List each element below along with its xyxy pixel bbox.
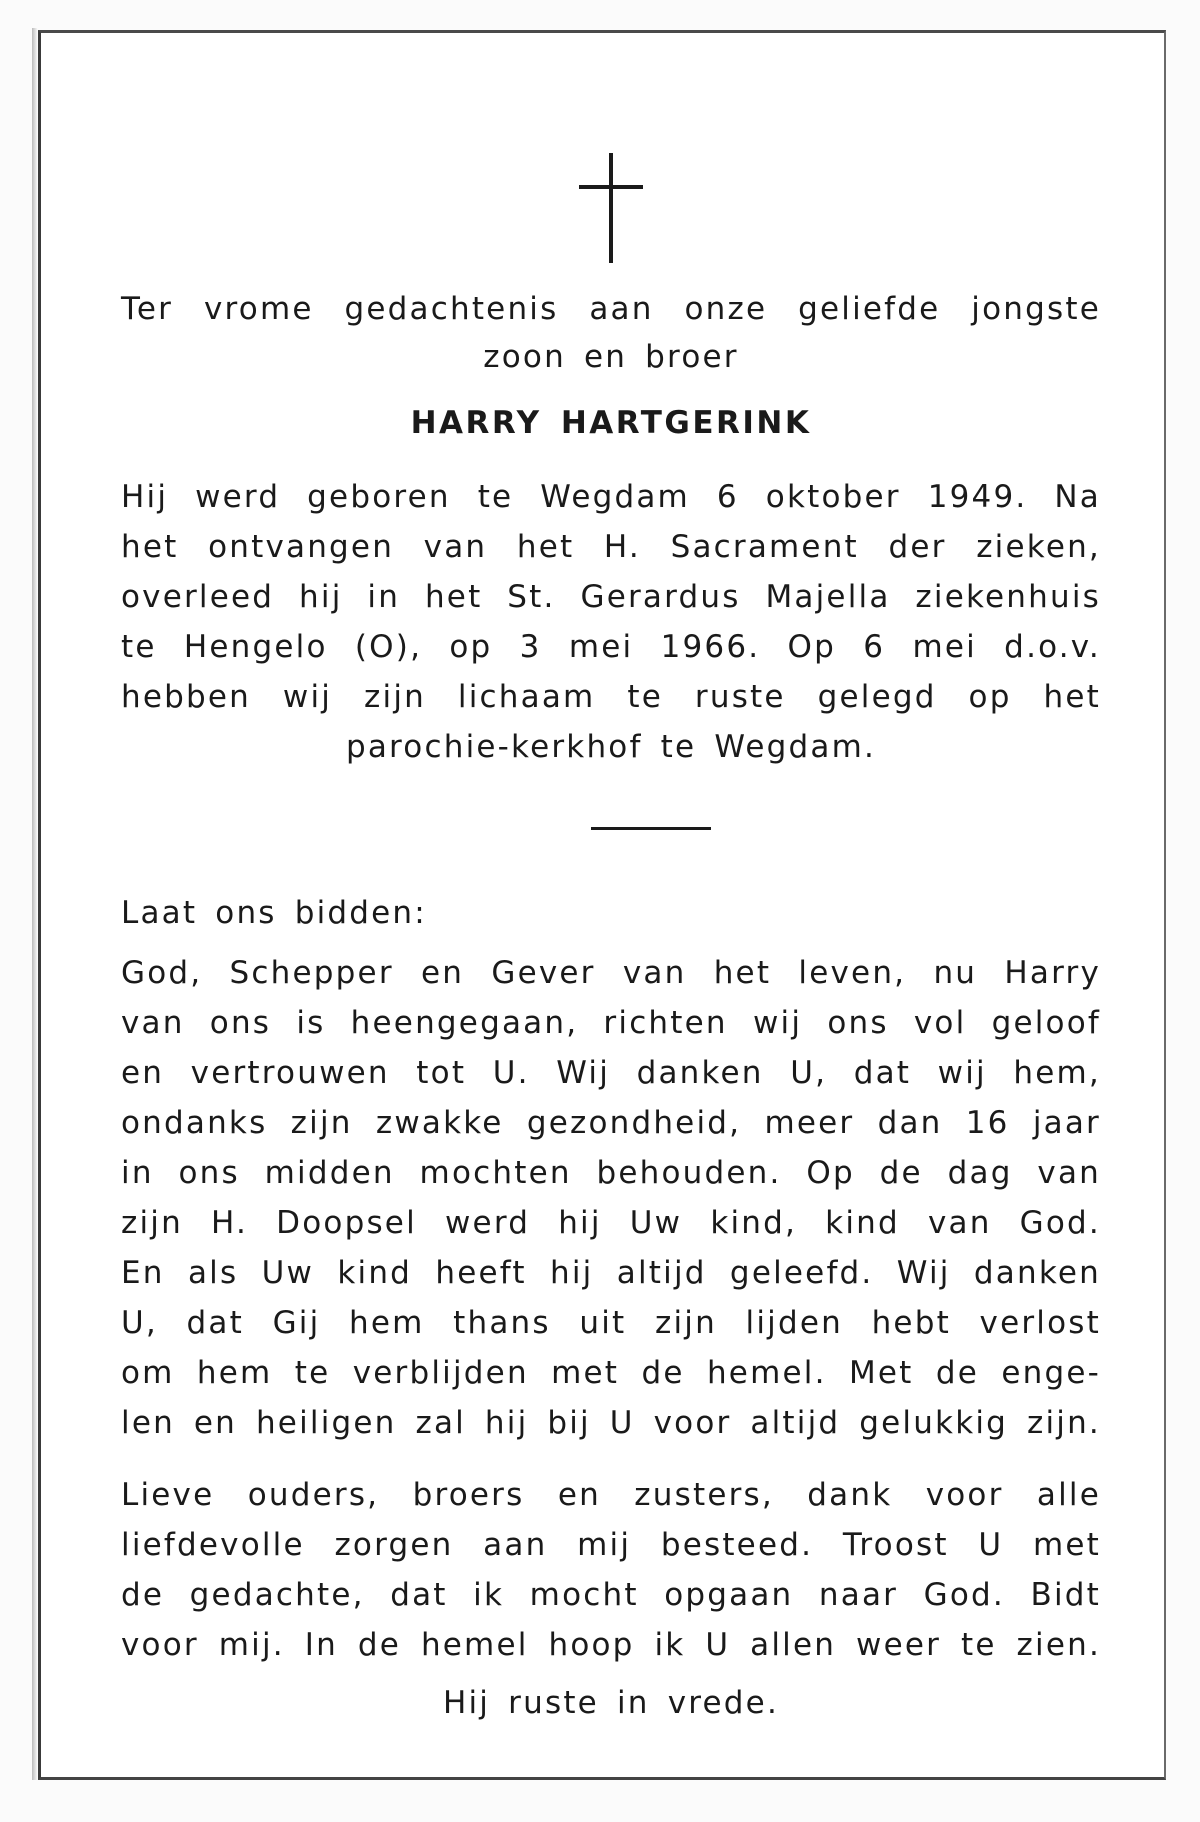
farewell-line-4: voor mij. In de hemel hoop ik U allen weer te zien. <box>121 1627 1101 1663</box>
deceased-name: HARRY HARTGERINK <box>410 405 812 441</box>
prayer-line-3: en vertrouwen tot U. Wij danken U, dat wij hem, <box>121 1055 1101 1091</box>
prayer-line-7: En als Uw kind heeft hij altijd geleefd. Wij danken <box>121 1255 1101 1291</box>
intro-line-1: Ter vrome gedachtenis aan onze geliefde jongste <box>121 291 1101 327</box>
biography-line-4: te Hengelo (O), op 3 mei 1966. Op 6 mei d.o.v. <box>121 629 1101 665</box>
prayer-line-6: zijn H. Doopsel werd hij Uw kind, kind van God. <box>121 1205 1101 1241</box>
farewell-line-1: Lieve ouders, broers en zusters, dank voor alle <box>121 1477 1101 1513</box>
biography-line-6: parochie-kerkhof te Wegdam. <box>345 729 877 765</box>
prayer-line-9: om hem te verblijden met de hemel. Met de enge- <box>121 1355 1101 1391</box>
memorial-card <box>38 30 1166 1780</box>
prayer-line-4: ondanks zijn zwakke gezondheid, meer dan 16 jaar <box>121 1105 1101 1141</box>
biography-line-3: overleed hij in het St. Gerardus Majella ziekenhuis <box>121 579 1101 615</box>
biography-line-5: hebben wij zijn lichaam te ruste gelegd op het <box>121 679 1101 715</box>
divider-rule <box>591 827 711 830</box>
prayer-line-1: God, Schepper en Gever van het leven, nu Harry <box>121 955 1101 991</box>
prayer-heading: Laat ons bidden: <box>121 895 427 931</box>
farewell-line-2: liefdevolle zorgen aan mij besteed. Troost U met <box>121 1527 1101 1563</box>
prayer-line-10: len en heiligen zal hij bij U voor altijd gelukkig zijn. <box>121 1405 1101 1441</box>
biography-line-2: het ontvangen van het H. Sacrament der zieken, <box>121 529 1101 565</box>
cross-icon <box>121 153 1101 263</box>
biography-line-1: Hij werd geboren te Wegdam 6 oktober 1949. Na <box>121 479 1101 515</box>
prayer-line-2: van ons is heengegaan, richten wij ons vol geloof <box>121 1005 1101 1041</box>
intro-line-2: zoon en broer <box>483 339 739 375</box>
prayer-line-8: U, dat Gij hem thans uit zijn lijden hebt verlost <box>121 1305 1101 1341</box>
prayer-line-5: in ons midden mochten behouden. Op de dag van <box>121 1155 1101 1191</box>
farewell-line-3: de gedachte, dat ik mocht opgaan naar God. Bidt <box>121 1577 1101 1613</box>
closing-line: Hij ruste in vrede. <box>442 1685 779 1721</box>
